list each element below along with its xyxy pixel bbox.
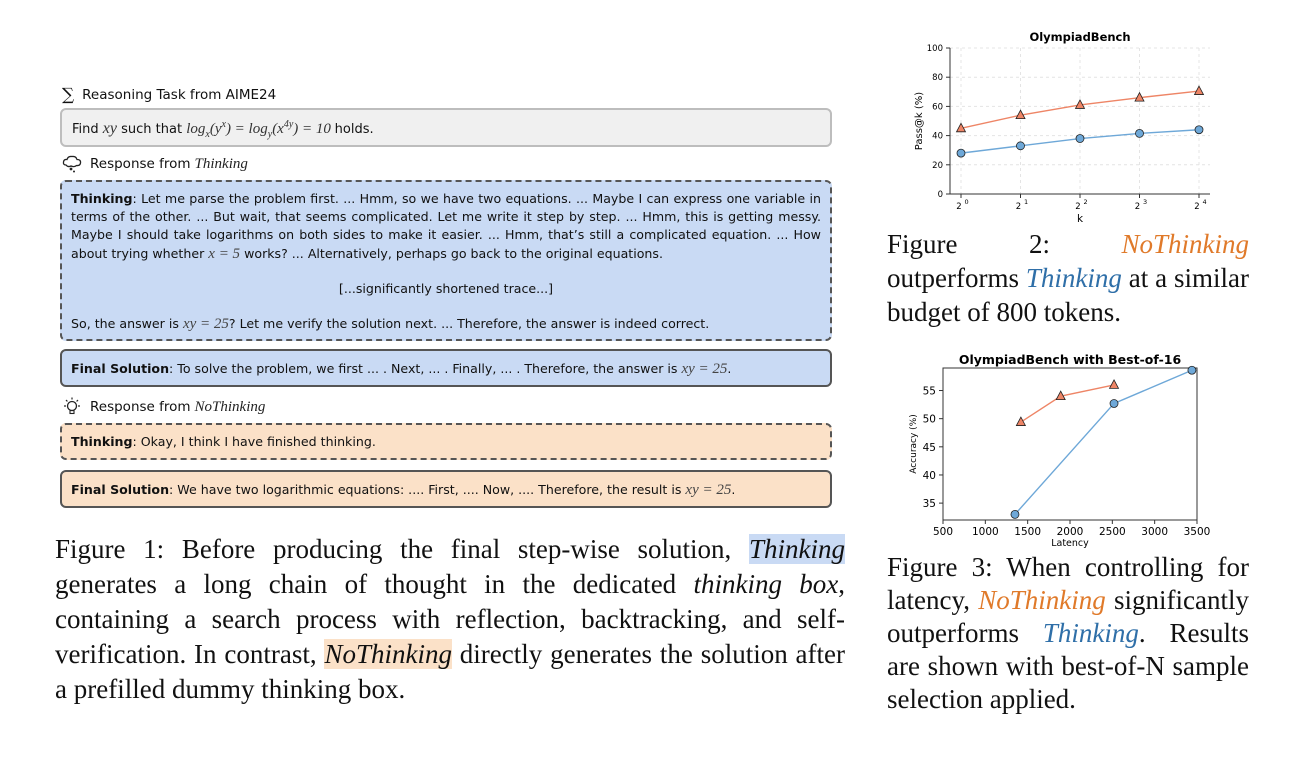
chart2-ytick-label: 55: [922, 385, 936, 398]
chart1-thinking-point: [1076, 135, 1084, 143]
thinking-math: x = 5: [208, 245, 241, 262]
chart1-ylabel: Pass@k (%): [914, 91, 925, 151]
task-equation: $\log_x(y^x) = \log_y(x^{4y}) = 10$: [186, 119, 335, 140]
nothinking-final-text: : We have two logarithmic equations: .... First, .... Now, .... Therefore, the result is: [169, 482, 682, 497]
chart2-thinking-point: [1110, 399, 1118, 407]
chart1-title: OlympiadBench: [1029, 30, 1131, 44]
chart2-ytick-label: 35: [922, 498, 936, 511]
final-math: xy = 25: [681, 361, 728, 377]
chart2-thinking-point: [1011, 510, 1019, 518]
chart2-ytick-label: 40: [922, 469, 936, 482]
nothinking-response-header: [62, 397, 265, 417]
thinking-final-solution-box: [60, 349, 832, 387]
fig3-lead: Figure 3: When controlling for latency,: [887, 552, 1249, 615]
chart1-xtick-label: 2: [956, 202, 962, 212]
shortened-trace-note: [...significantly shortened trace...]: [338, 280, 554, 296]
fig2-end: at a similar budget of 800 tokens.: [887, 263, 1249, 327]
fig1-lead: Figure 1: Before producing the final step-wise solution,: [55, 534, 732, 564]
final-end: .: [727, 361, 732, 376]
chart2-xtick-label: 2500: [1098, 526, 1126, 538]
chart1-thinking-point: [1136, 129, 1144, 137]
nothinking-final-math: xy = 25: [685, 482, 732, 498]
chart2-xtick-label: 2000: [1056, 526, 1084, 538]
nothinking-response-header-model: NoThinking: [194, 398, 266, 415]
chart1-thinking-point: [1195, 126, 1203, 134]
task-box: [60, 108, 832, 147]
thought-cloud-icon: [62, 155, 82, 173]
chart2-nothinking-point: [1016, 417, 1025, 426]
chart2-nothinking-point: [1110, 380, 1119, 389]
fig2-lead: Figure 2:: [887, 229, 1050, 259]
fig1-mid2: , containing a search process with reflection, backtracking, and self-verification. In contrast,: [55, 569, 846, 669]
answer-prefix: So, the answer is: [71, 316, 179, 332]
chart1-xlabel: k: [1076, 213, 1084, 225]
fig2-nothinking: NoThinking: [1121, 229, 1250, 259]
lightbulb-icon: [62, 397, 82, 417]
nothinking-final-end: .: [731, 482, 736, 497]
task-suffix: holds.: [334, 122, 374, 137]
thinking-text-2: works? ... Alternatively, perhaps go back to the original equations.: [244, 245, 663, 261]
nothinking-thinking-text: : Okay, I think I have finished thinking.: [132, 434, 376, 449]
thinking-response-header: [62, 155, 248, 173]
fig1-nothinking-highlight: NoThinking: [324, 639, 452, 669]
final-text: : To solve the problem, we first ... . Next, ... . Finally, ... . Therefore, the answer is: [169, 361, 678, 376]
nothinking-final-solution-box: [60, 470, 832, 508]
chart2-xlabel: Latency: [1051, 538, 1089, 548]
fig3-thinking: Thinking: [1042, 618, 1139, 648]
chart2-ytick-label: 45: [922, 441, 936, 454]
figure2-caption: [887, 227, 1249, 329]
chart1-xtick-label: 2: [1015, 202, 1022, 212]
chart1-xtick-exponent: 4: [1202, 198, 1207, 206]
chart1-thinking-point: [957, 149, 965, 157]
chart1-xtick-label: 2: [1194, 202, 1200, 212]
figure1-caption: [55, 532, 845, 707]
pass-at-k-chart: [895, 28, 1225, 228]
fig1-mid1: generates a long chain of thought in the dedicated: [55, 569, 677, 599]
chart1-ytick-label: 40: [932, 131, 943, 142]
chart1-ytick-label: 60: [932, 102, 943, 113]
fig3-nothinking: NoThinking: [978, 585, 1106, 615]
chart1-ytick-label: 100: [926, 44, 943, 54]
chart2-ylabel: Accuracy (%): [909, 414, 919, 474]
chart2-nothinking-line: [1021, 385, 1114, 422]
thinking-label: Thinking: [71, 191, 133, 206]
chart1-xtick-label: 2: [1134, 202, 1141, 212]
fig3-mid: significantly outperforms: [887, 585, 1250, 648]
thinking-answer-line: [71, 315, 821, 333]
chart1-xtick-label: 2: [1075, 202, 1081, 212]
chart2-xtick-label: 500: [932, 526, 954, 538]
chart1-xtick-exponent: 3: [1143, 198, 1148, 206]
nothinking-thinking-label: Thinking: [71, 434, 133, 449]
chart2-frame: [943, 368, 1197, 520]
chart2-ytick-label: 50: [922, 413, 936, 426]
sigma-icon: ∑: [62, 85, 75, 105]
answer-suffix: ? Let me verify the solution next. ... Therefore, the answer is indeed correct.: [228, 316, 710, 332]
chart2-thinking-point: [1188, 366, 1196, 374]
thinking-response-header-label: Response from: [90, 156, 191, 172]
task-header: [62, 85, 276, 105]
task-prefix: Find: [72, 122, 99, 137]
chart1-ytick-label: 0: [937, 190, 943, 200]
chart2-title: OlympiadBench with Best-of-16: [958, 352, 1182, 367]
thinking-trace-paragraph: [71, 190, 821, 263]
chart1-xtick-exponent: 2: [1083, 198, 1088, 206]
fig1-thinking-box: thinking box: [693, 569, 839, 599]
latency-accuracy-chart: [895, 348, 1225, 548]
task-header-label: Reasoning Task from AIME24: [82, 87, 277, 103]
chart1-ytick-label: 20: [932, 160, 943, 171]
answer-math: xy = 25: [182, 316, 229, 333]
chart2-xtick-label: 1500: [1014, 526, 1042, 538]
thinking-text-1: : Let me parse the problem first. ... Hmm, so we have two equations. ... Maybe I can express one variable in terms of the other. ... But wait, that seems complicated. Let me write it step by step. ... Hmm, this is getting messy. Maybe I should take logarithms on both sides to make it easier. ... Hmm, that’s still a complicated equation. ... How about trying whether: [71, 191, 821, 261]
nothinking-response-header-label: Response from: [90, 399, 191, 415]
nothinking-thinking-box: [60, 423, 832, 460]
fig3-end: . Results are shown with best-of-N sample selection applied.: [887, 618, 1249, 714]
chart1-ytick-label: 80: [932, 73, 943, 84]
nothinking-final-label: Final Solution: [71, 482, 170, 497]
chart2-xtick-label: 3000: [1141, 526, 1169, 538]
final-label: Final Solution: [71, 361, 170, 376]
chart1-nothinking-point: [1195, 86, 1204, 95]
chart1-xtick-exponent: 1: [1024, 198, 1029, 206]
figure3-caption: [887, 551, 1249, 716]
chart2-thinking-line: [1015, 370, 1192, 514]
task-math-xy: xy: [102, 120, 117, 137]
fig1-thinking-highlight: Thinking: [748, 534, 845, 564]
chart1-xtick-exponent: 0: [964, 198, 969, 206]
task-mid: such that: [121, 122, 183, 137]
chart1-thinking-point: [1017, 142, 1025, 150]
thinking-trace-box: [60, 180, 832, 341]
chart2-xtick-label: 1000: [971, 526, 999, 538]
fig1-end: directly generates the solution after a prefilled dummy thinking box.: [55, 639, 846, 704]
fig2-mid: outperforms: [887, 263, 1019, 293]
fig2-thinking: Thinking: [1025, 263, 1122, 293]
chart2-xtick-label: 3500: [1183, 526, 1211, 538]
thinking-response-header-model: Thinking: [194, 155, 248, 172]
